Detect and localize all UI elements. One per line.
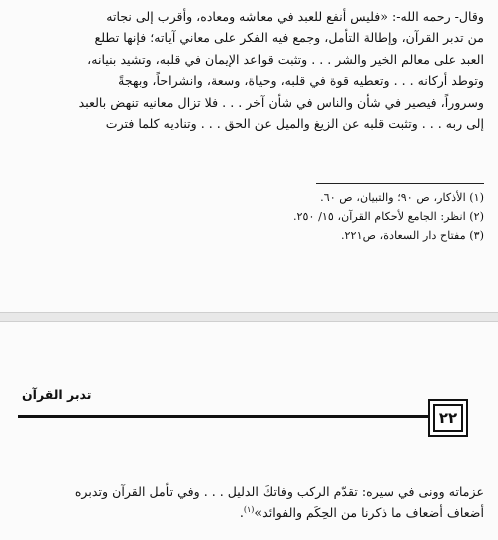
body-line: من تدبر القرآن، وإطالة التأمل، وجمع فيه الفكر على معاني آياته؛ فإنها تطلع (94, 30, 484, 46)
footnote-item: (٢) انظر: الجامع لأحكام القرآن، ١٥/ ٢٥٠. (292, 210, 484, 223)
page-number: ٢٢ (438, 409, 458, 427)
body-line: العبد على معالم الخير والشر . . . وتثبت قواعد الإيمان في قلبه، وتشيد بنيانه، (87, 51, 484, 67)
page-number-box (428, 399, 468, 437)
body-line: إلى ربه . . . وتثبت قلبه عن الزيغ والميل عن الحق . . . وتناديه كلما فترت (105, 116, 484, 132)
footnote-item: (١) الأذكار، ص ٩٠؛ والتبيان، ص ٦٠. (320, 191, 484, 204)
footnote-divider (316, 183, 484, 184)
lower-body-text (12, 481, 484, 524)
footnotes-list (14, 188, 484, 245)
body-line: وقال- رحمه الله-: «فليس أنفع للعبد في معاشه ومعاده، وأقرب إلى نجاته (106, 9, 484, 24)
body-line: وسروراً، فيصير في شأن والناس في شأن آخر . . . فلا تزال معانيه تنهض بالعبد (78, 94, 484, 110)
body-line: وتوطد أركانه . . . وتعطيه قوة في قلبه، وحياة، وسعة، وانشراحاً، وبهجةً (118, 73, 484, 89)
upper-body-text (12, 6, 484, 134)
body-line-last (12, 502, 484, 523)
header-rule (18, 415, 428, 418)
page-separator (0, 312, 498, 322)
body-line: عزماته وونى في سيره: تقدّم الركب وفاتكَ الدليل . . . وفي تأمل القرآن وتدبره (74, 484, 484, 499)
footnote-marker: (١) (243, 505, 255, 515)
body-line-text: أضعاف أضعاف ما ذكرنا من الحِكَم والفوائد» (254, 505, 484, 521)
line-end-punctuation: . (239, 505, 244, 521)
footnote-item: (٣) مفتاح دار السعادة، ص٢٢١. (340, 229, 484, 242)
running-header-title: تدبر القرآن (22, 387, 92, 402)
